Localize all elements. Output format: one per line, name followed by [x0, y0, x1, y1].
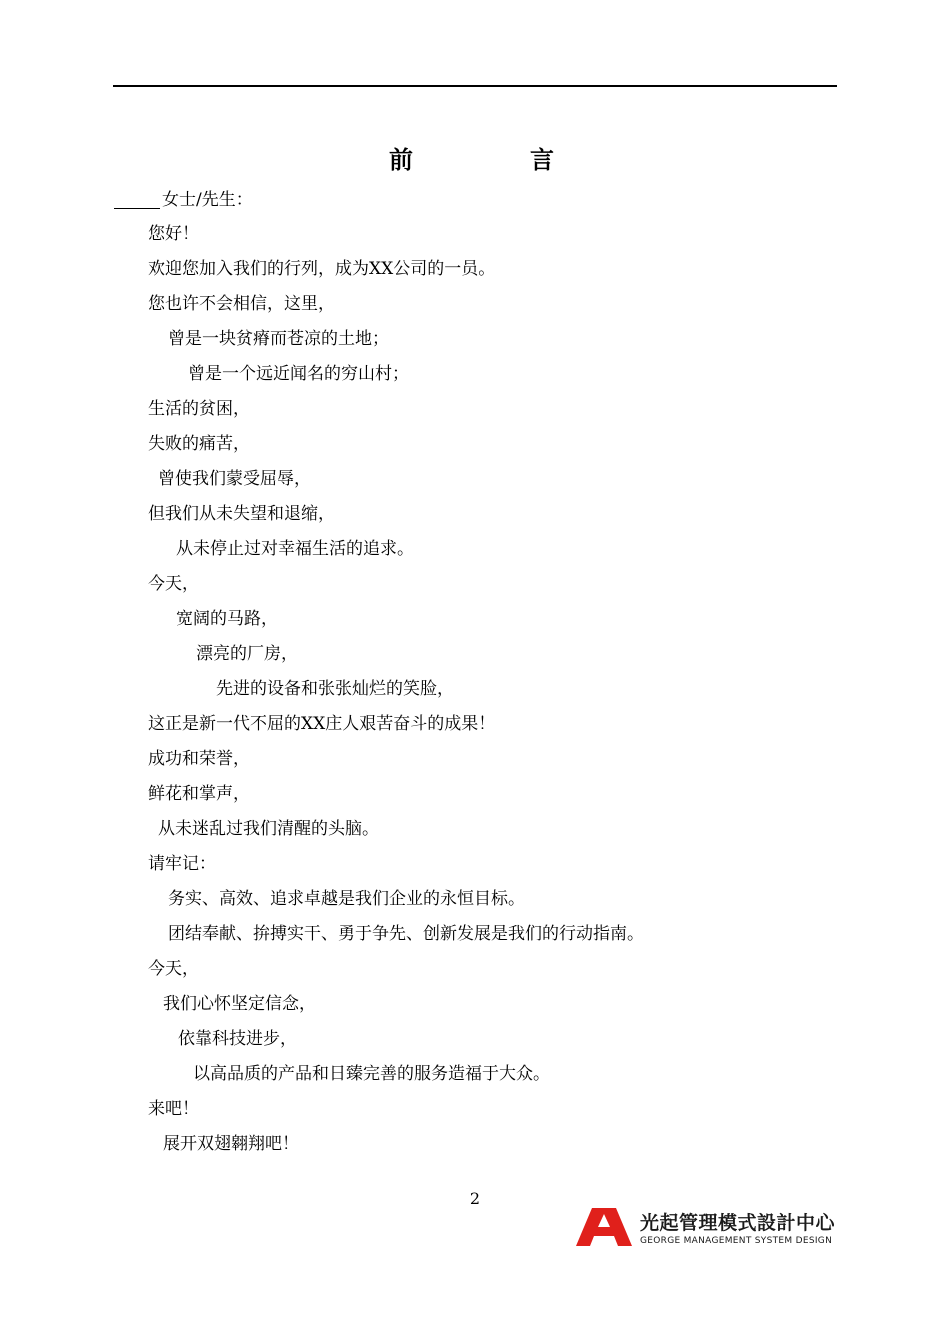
title-char-1: 前 [389, 146, 413, 174]
company-logo [576, 1208, 838, 1248]
body-line: 从未迷乱过我们清醒的头脑。 [158, 819, 379, 839]
salutation-blank [114, 208, 160, 209]
body-line: 今天， [148, 574, 199, 594]
logo-a-icon [576, 1208, 636, 1246]
logo-name-cn: 光起管理模式設計中心 [640, 1212, 836, 1234]
body-line: 成功和荣誉， [148, 749, 250, 769]
body-line: 曾是一块贫瘠而苍凉的土地； [168, 329, 389, 349]
body-line: 务实、高效、追求卓越是我们企业的永恒目标。 [168, 889, 525, 909]
body-line: 宽阔的马路， [176, 609, 278, 629]
body-line: 今天， [148, 959, 199, 979]
page-number: 2 [469, 1189, 481, 1208]
body-line: 请牢记： [148, 854, 216, 874]
body-line: 生活的贫困， [148, 399, 250, 419]
header-rule [113, 85, 837, 87]
body-line: 曾使我们蒙受屈辱， [158, 469, 311, 489]
body-line: 先进的设备和张张灿烂的笑脸， [216, 679, 454, 699]
body-line: 从未停止过对幸福生活的追求。 [176, 539, 414, 559]
body-line: 但我们从未失望和退缩， [148, 504, 335, 524]
title-char-2: 言 [530, 146, 554, 174]
page-title [0, 140, 950, 180]
body-line: 我们心怀坚定信念， [163, 994, 316, 1014]
body-line: 曾是一个远近闻名的穷山村； [188, 364, 409, 384]
logo-name-en: GEORGE MANAGEMENT SYSTEM DESIGN [640, 1236, 833, 1246]
body-line: 团结奉献、拚搏实干、勇于争先、创新发展是我们的行动指南。 [168, 924, 644, 944]
body-line: 鲜花和掌声， [148, 784, 250, 804]
body-line: 您也许不会相信，这里， [148, 294, 335, 314]
body-line: 失败的痛苦， [148, 434, 250, 454]
body-line: 以高品质的产品和日臻完善的服务造福于大众。 [193, 1064, 550, 1084]
body-line: 依靠科技进步， [178, 1029, 297, 1049]
body-line: 这正是新一代不屈的XX庄人艰苦奋斗的成果！ [148, 714, 496, 734]
body-line: 展开双翅翱翔吧！ [163, 1134, 299, 1154]
body-line: 您好！ [148, 224, 199, 244]
salutation: 女士/先生： [162, 190, 253, 210]
body-line: 来吧！ [148, 1099, 199, 1119]
body-line: 漂亮的厂房， [196, 644, 298, 664]
body-line: 欢迎您加入我们的行列，成为XX公司的一员。 [148, 259, 496, 279]
